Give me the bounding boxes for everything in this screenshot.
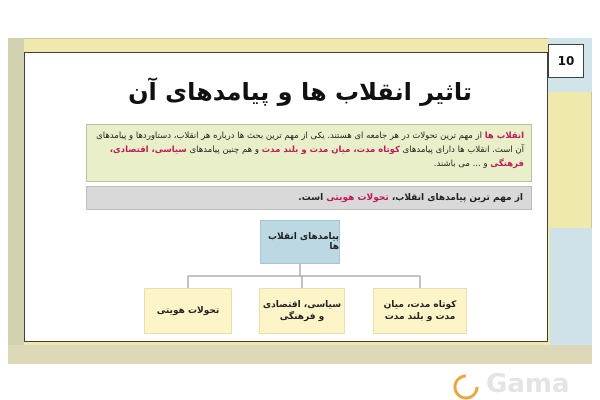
- diagram-child-identity: تحولات هویتی: [144, 288, 232, 334]
- diagram-child-durations: کوتاه مدت، میان مدت و بلند مدت: [373, 288, 467, 334]
- slide-title: تاثیر انقلاب ها و پیامدهای آن: [128, 78, 472, 106]
- intro-text-1: از مهم ترین تحولات در هر جامعه ای هستند. یکی از مهم ترین بحث ها درباره هر انقلاب، دستاوردها و پیامدهای آن است. انقلاب ها دارای پیامدهای: [96, 131, 524, 155]
- term-domains: سیاسی، اقتصادی، فرهنگی: [109, 145, 524, 169]
- note-text: از مهم ترین پیامدهای انقلاب،: [388, 193, 523, 203]
- watermark-text: Gama: [486, 369, 570, 399]
- intro-text-2: و هم چنین پیامدهای: [186, 145, 262, 155]
- intro-text-3: و ... می باشند.: [433, 159, 491, 169]
- logo-arc-icon: [455, 376, 477, 398]
- note-end: است.: [298, 193, 327, 203]
- slide-number-badge: 10: [548, 44, 584, 78]
- gama-watermark-logo: [452, 360, 592, 400]
- term-durations: کوتاه مدت، میان مدت و بلند مدت: [261, 145, 400, 155]
- term-identity-changes: تحولات هویتی: [326, 193, 389, 203]
- diagram-root-box: پیامدهای انقلاب ها: [260, 220, 340, 264]
- diagram-child-domains: سیاسی، اقتصادی و فرهنگی: [259, 288, 345, 334]
- term-revolutions: انقلاب ها: [484, 131, 524, 141]
